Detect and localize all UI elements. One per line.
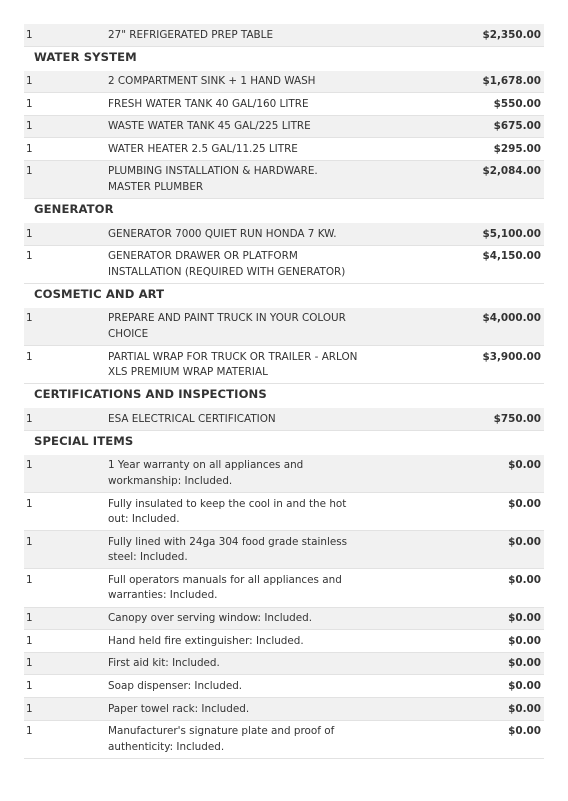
price-cell: $295.00: [493, 142, 541, 155]
description-cell: [108, 679, 428, 695]
description-line: Manufacturer's signature plate and proof of: [108, 725, 335, 738]
price-cell: $0.00: [508, 725, 541, 738]
description-cell: [108, 350, 428, 381]
description-cell: [108, 656, 428, 672]
table-row: [24, 408, 544, 431]
quantity-cell: 1: [26, 28, 33, 41]
quantity-cell: 1: [26, 142, 33, 155]
description-cell: [108, 227, 428, 243]
table-row: [24, 246, 544, 284]
description-line: Hand held fire extinguisher: Included.: [108, 634, 304, 647]
table-row: [24, 493, 544, 531]
price-cell: $0.00: [508, 702, 541, 715]
description-line: Paper towel rack: Included.: [108, 702, 250, 715]
description-cell: [108, 611, 428, 627]
description-cell: [108, 634, 428, 650]
table-row: [24, 653, 544, 676]
description-line: 2 COMPARTMENT SINK + 1 HAND WASH: [108, 75, 316, 88]
description-line: WATER HEATER 2.5 GAL/11.25 LITRE: [108, 142, 298, 155]
description-line: INSTALLATION (REQUIRED WITH GENERATOR): [108, 265, 346, 278]
table-row: [24, 569, 544, 607]
table-row: [24, 721, 544, 759]
quantity-cell: 1: [26, 227, 33, 240]
description-line: steel: Included.: [108, 551, 188, 564]
description-line: GENERATOR DRAWER OR PLATFORM: [108, 250, 298, 263]
description-line: FRESH WATER TANK 40 GAL/160 LITRE: [108, 97, 309, 110]
table-row: [24, 308, 544, 346]
description-line: ESA ELECTRICAL CERTIFICATION: [108, 412, 276, 425]
description-cell: [108, 74, 428, 90]
description-line: Fully lined with 24ga 304 food grade stainless: [108, 535, 348, 548]
quantity-cell: 1: [26, 97, 33, 110]
table-row: [24, 455, 544, 493]
quantity-cell: 1: [26, 250, 33, 263]
section-heading: GENERATOR: [34, 202, 114, 217]
description-line: Soap dispenser: Included.: [108, 679, 243, 692]
price-cell: $1,678.00: [482, 75, 541, 88]
quantity-cell: 1: [26, 535, 33, 548]
price-cell: $675.00: [493, 120, 541, 133]
description-line: Full operators manuals for all appliances and: [108, 573, 342, 586]
description-cell: [108, 164, 428, 195]
table-row: [24, 24, 544, 47]
description-cell: [108, 311, 428, 342]
table-row: [24, 223, 544, 246]
quantity-cell: 1: [26, 165, 33, 178]
section-heading: COSMETIC AND ART: [34, 286, 165, 301]
price-cell: $550.00: [493, 97, 541, 110]
price-cell: $3,900.00: [482, 350, 541, 363]
quantity-cell: 1: [26, 634, 33, 647]
description-cell: [108, 28, 428, 44]
price-cell: $0.00: [508, 657, 541, 670]
quantity-cell: 1: [26, 459, 33, 472]
table-row: [24, 531, 544, 569]
quantity-cell: 1: [26, 612, 33, 625]
description-cell: [108, 119, 428, 135]
price-cell: $2,350.00: [482, 28, 541, 41]
description-cell: [108, 497, 428, 528]
quantity-cell: 1: [26, 497, 33, 510]
description-line: WASTE WATER TANK 45 GAL/225 LITRE: [108, 120, 311, 133]
description-cell: [108, 97, 428, 113]
description-cell: [108, 724, 428, 755]
section-heading: CERTIFICATIONS AND INSPECTIONS: [34, 387, 267, 402]
quantity-cell: 1: [26, 573, 33, 586]
quantity-cell: 1: [26, 679, 33, 692]
description-cell: [108, 702, 428, 718]
description-line: 1 Year warranty on all appliances and: [108, 459, 304, 472]
price-cell: $750.00: [493, 412, 541, 425]
price-cell: $0.00: [508, 573, 541, 586]
table-row: [24, 93, 544, 116]
price-cell: $0.00: [508, 634, 541, 647]
description-line: authenticity: Included.: [108, 740, 225, 753]
description-line: warranties: Included.: [108, 589, 218, 602]
quantity-cell: 1: [26, 312, 33, 325]
description-line: out: Included.: [108, 513, 180, 526]
quantity-cell: 1: [26, 657, 33, 670]
description-line: MASTER PLUMBER: [108, 180, 204, 193]
price-cell: $0.00: [508, 497, 541, 510]
description-line: CHOICE: [108, 327, 149, 340]
quantity-cell: 1: [26, 412, 33, 425]
description-line: GENERATOR 7000 QUIET RUN HONDA 7 KW.: [108, 227, 337, 240]
quantity-cell: 1: [26, 725, 33, 738]
price-cell: $0.00: [508, 679, 541, 692]
quantity-cell: 1: [26, 702, 33, 715]
table-row: [24, 346, 544, 384]
description-cell: [108, 535, 428, 566]
section-heading: SPECIAL ITEMS: [34, 433, 134, 448]
description-line: First aid kit: Included.: [108, 657, 220, 670]
description-line: PLUMBING INSTALLATION & HARDWARE.: [108, 165, 318, 178]
table-row: [24, 698, 544, 721]
price-cell: $4,150.00: [482, 250, 541, 263]
table-row: [24, 630, 544, 653]
quantity-cell: 1: [26, 350, 33, 363]
description-line: 27" REFRIGERATED PREP TABLE: [108, 28, 274, 41]
table-row: [24, 161, 544, 199]
description-cell: [108, 142, 428, 158]
description-line: Fully insulated to keep the cool in and the hot: [108, 497, 347, 510]
table-row: [24, 116, 544, 139]
description-cell: [108, 412, 428, 428]
description-line: PARTIAL WRAP FOR TRUCK OR TRAILER - ARLON: [108, 350, 358, 363]
price-cell: $0.00: [508, 459, 541, 472]
price-cell: $4,000.00: [482, 312, 541, 325]
description-line: PREPARE AND PAINT TRUCK IN YOUR COLOUR: [108, 312, 346, 325]
table-row: [24, 675, 544, 698]
table-row: [24, 71, 544, 94]
price-cell: $5,100.00: [482, 227, 541, 240]
section-heading: WATER SYSTEM: [34, 49, 137, 64]
description-cell: [108, 249, 428, 280]
description-cell: [108, 458, 428, 489]
description-line: XLS PREMIUM WRAP MATERIAL: [108, 366, 268, 379]
quantity-cell: 1: [26, 120, 33, 133]
description-cell: [108, 573, 428, 604]
price-cell: $0.00: [508, 612, 541, 625]
description-line: Canopy over serving window: Included.: [108, 612, 313, 625]
description-line: workmanship: Included.: [108, 474, 233, 487]
table-row: [24, 608, 544, 631]
price-cell: $0.00: [508, 535, 541, 548]
quantity-cell: 1: [26, 75, 33, 88]
quote-line-items-table: [24, 24, 544, 759]
table-row: [24, 138, 544, 161]
price-cell: $2,084.00: [482, 165, 541, 178]
